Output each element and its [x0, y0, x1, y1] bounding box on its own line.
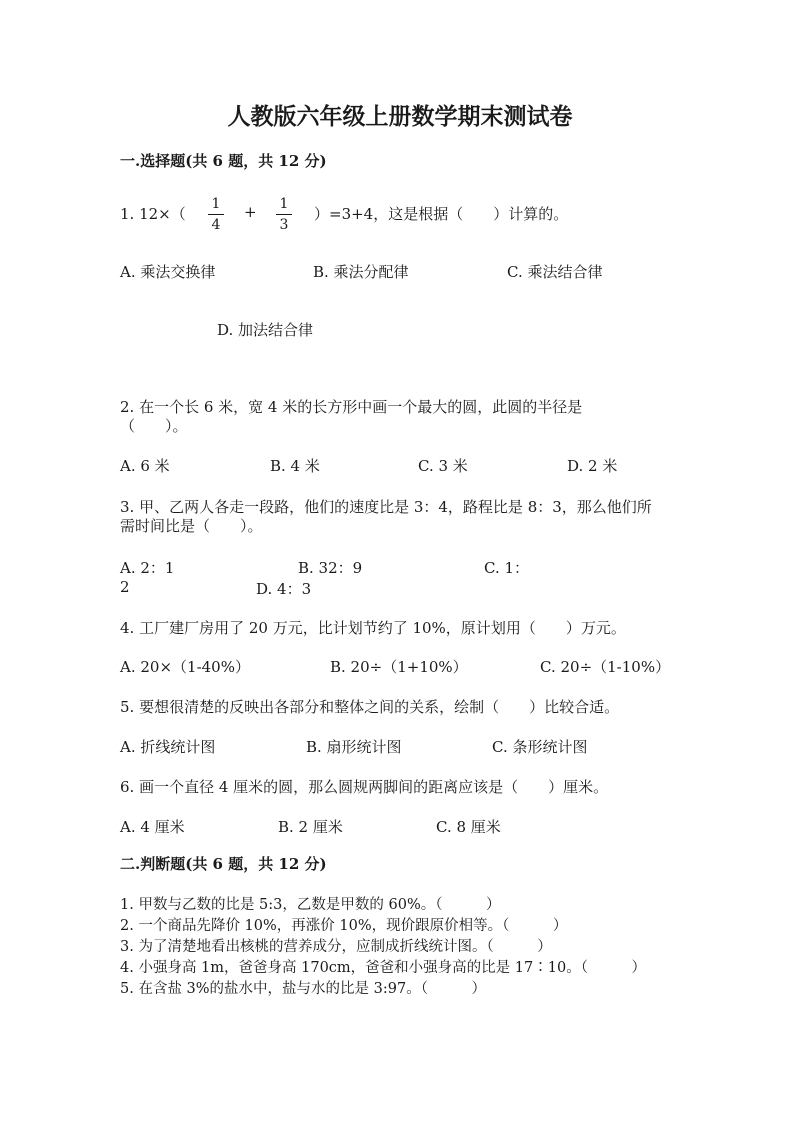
question-5: 5. 要想很清楚的反映出各部分和整体之间的关系，绘制（ ）比较合适。: [120, 698, 620, 716]
question-2-line1: 2. 在一个长 6 米，宽 4 米的长方形中画一个最大的圆，此圆的半径是: [120, 398, 583, 416]
section-heading-choice: 一.选择题(共 6 题，共 12 分): [120, 152, 327, 170]
q5-option-c[interactable]: C. 条形统计图: [492, 738, 588, 756]
page-title: 人教版六年级上册数学期末测试卷: [227, 103, 573, 130]
q4-option-c[interactable]: C. 20÷（1-10%）: [540, 658, 671, 676]
section-heading-judgement: 二.判断题(共 6 题，共 12 分): [120, 855, 327, 873]
fraction-bar: [276, 214, 292, 215]
q6-option-a[interactable]: A. 4 厘米: [120, 818, 185, 836]
fraction-numerator: 1: [279, 196, 289, 212]
fraction-denominator: 4: [211, 217, 221, 233]
q2-option-b[interactable]: B. 4 米: [270, 457, 320, 475]
q3-option-d[interactable]: D. 4：3: [256, 580, 312, 598]
question-3-line1: 3. 甲、乙两人各走一段路，他们的速度比是 3：4，路程比是 8：3，那么他们所: [120, 498, 652, 516]
fraction-denominator: 3: [279, 217, 289, 233]
q6-option-b[interactable]: B. 2 厘米: [278, 818, 343, 836]
fraction-one-third: [276, 196, 292, 233]
fraction-bar: [208, 214, 224, 215]
q3-option-c[interactable]: C. 1：: [484, 559, 530, 577]
q3-option-a[interactable]: A. 2：1: [120, 559, 175, 577]
question-1-prefix: 1. 12×（: [120, 205, 186, 223]
q6-option-c[interactable]: C. 8 厘米: [436, 818, 501, 836]
q2-option-c[interactable]: C. 3 米: [418, 457, 468, 475]
q2-option-d[interactable]: D. 2 米: [567, 457, 618, 475]
q2-option-a[interactable]: A. 6 米: [120, 457, 170, 475]
q1-option-a[interactable]: A. 乘法交换律: [120, 263, 216, 281]
question-2-line2: （ ）。: [120, 417, 188, 435]
question-4: 4. 工厂建厂房用了 20 万元，比计划节约了 10%，原计划用（ ）万元。: [120, 619, 626, 637]
judgement-item-3: 3. 为了清楚地看出核桃的营养成分，应制成折线统计图。（ ）: [120, 939, 552, 955]
q1-option-d[interactable]: D. 加法结合律: [217, 321, 314, 339]
plus-sign: +: [244, 203, 257, 221]
judgement-item-1: 1. 甲数与乙数的比是 5:3，乙数是甲数的 60%。（ ）: [120, 897, 501, 913]
q3-option-b[interactable]: B. 32：9: [298, 559, 363, 577]
q1-option-c[interactable]: C. 乘法结合律: [507, 263, 603, 281]
q5-option-a[interactable]: A. 折线统计图: [120, 738, 216, 756]
question-1-suffix: ）=3+4，这是根据（ ）计算的。: [314, 205, 569, 223]
judgement-item-4: 4. 小强身高 1m，爸爸身高 170cm，爸爸和小强身高的比是 17∶10。（ ）: [120, 960, 646, 976]
question-6: 6. 画一个直径 4 厘米的圆，那么圆规两脚间的距离应该是（ ）厘米。: [120, 778, 609, 796]
fraction-numerator: 1: [211, 196, 221, 212]
question-3-line2: 需时间比是（ ）。: [120, 517, 263, 535]
q5-option-b[interactable]: B. 扇形统计图: [306, 738, 402, 756]
q4-option-a[interactable]: A. 20×（1-40%）: [120, 658, 250, 676]
q4-option-b[interactable]: B. 20÷（1+10%）: [330, 658, 468, 676]
q3-option-c-wrap[interactable]: 2: [120, 578, 130, 596]
judgement-item-2: 2. 一个商品先降价 10%，再涨价 10%，现价跟原价相等。（ ）: [120, 918, 568, 934]
fraction-one-quarter: [208, 196, 224, 233]
judgement-item-5: 5. 在含盐 3%的盐水中，盐与水的比是 3:97。（ ）: [120, 981, 486, 997]
q1-option-b[interactable]: B. 乘法分配律: [313, 263, 409, 281]
